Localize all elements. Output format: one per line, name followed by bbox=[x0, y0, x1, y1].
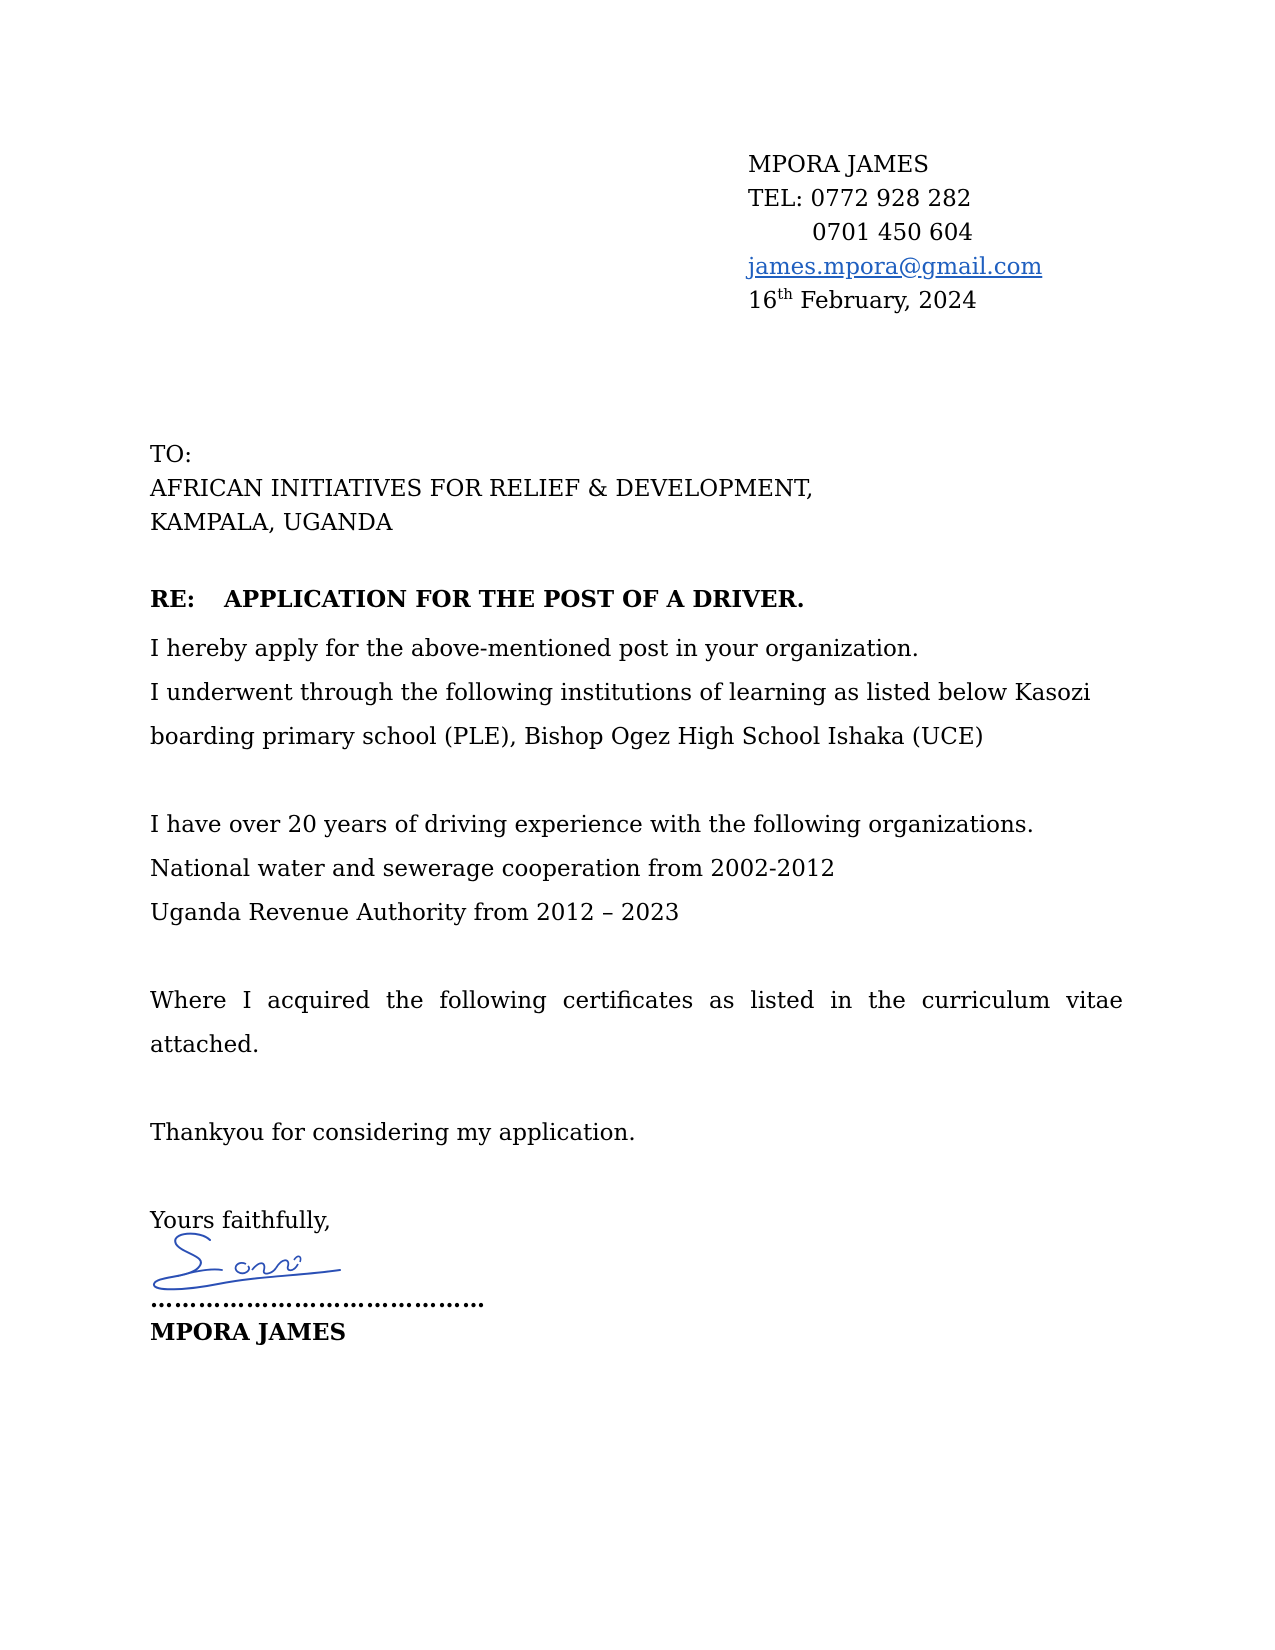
sender-tel-secondary: 0701 450 604 bbox=[812, 220, 973, 246]
letter-date bbox=[748, 284, 1042, 318]
body-paragraph-intro: I hereby apply for the above-mentioned post in your organization. bbox=[150, 636, 919, 662]
body-paragraph-education: I underwent through the following institutions of learning as listed below Kasozi boarding primary school (PLE), Bishop Ogez High School Ishaka (UCE) bbox=[150, 680, 1091, 750]
date-suffix: th bbox=[777, 285, 793, 303]
signer-name: MPORA JAMES bbox=[150, 1319, 347, 1346]
date-day: 16 bbox=[748, 288, 778, 314]
sender-email-link[interactable]: james.mpora@gmail.com bbox=[748, 254, 1043, 280]
body-paragraph-certificates: Where I acquired the following certificates as listed in the curriculum vitae attached. bbox=[150, 988, 1123, 1058]
sender-name: MPORA JAMES bbox=[748, 152, 930, 178]
body-line-employer-2: Uganda Revenue Authority from 2012 – 2023 bbox=[150, 900, 680, 926]
signature-dotted-line: …………………………………… bbox=[150, 1286, 486, 1313]
subject-title: APPLICATION FOR THE POST OF A DRIVER. bbox=[224, 586, 805, 613]
date-month-year: February, 2024 bbox=[792, 288, 977, 314]
closing-salutation: Yours faithfully, bbox=[150, 1208, 331, 1234]
recipient-block bbox=[150, 438, 813, 540]
recipient-organization: AFRICAN INITIATIVES FOR RELIEF & DEVELOPMENT, bbox=[150, 476, 814, 502]
letter-body bbox=[150, 627, 1123, 1243]
body-line-employer-1: National water and sewerage cooperation from 2002-2012 bbox=[150, 856, 836, 882]
recipient-to-label: TO: bbox=[150, 442, 192, 468]
subject-prefix: RE: bbox=[150, 586, 196, 613]
recipient-location: KAMPALA, UGANDA bbox=[150, 510, 393, 536]
body-paragraph-thanks: Thankyou for considering my application. bbox=[150, 1120, 636, 1146]
subject-line bbox=[150, 583, 805, 617]
sender-tel-primary: TEL: 0772 928 282 bbox=[748, 186, 972, 212]
sender-block bbox=[748, 148, 1042, 318]
signature-icon bbox=[148, 1226, 348, 1294]
body-paragraph-experience: I have over 20 years of driving experience with the following organizations. bbox=[150, 812, 1034, 838]
